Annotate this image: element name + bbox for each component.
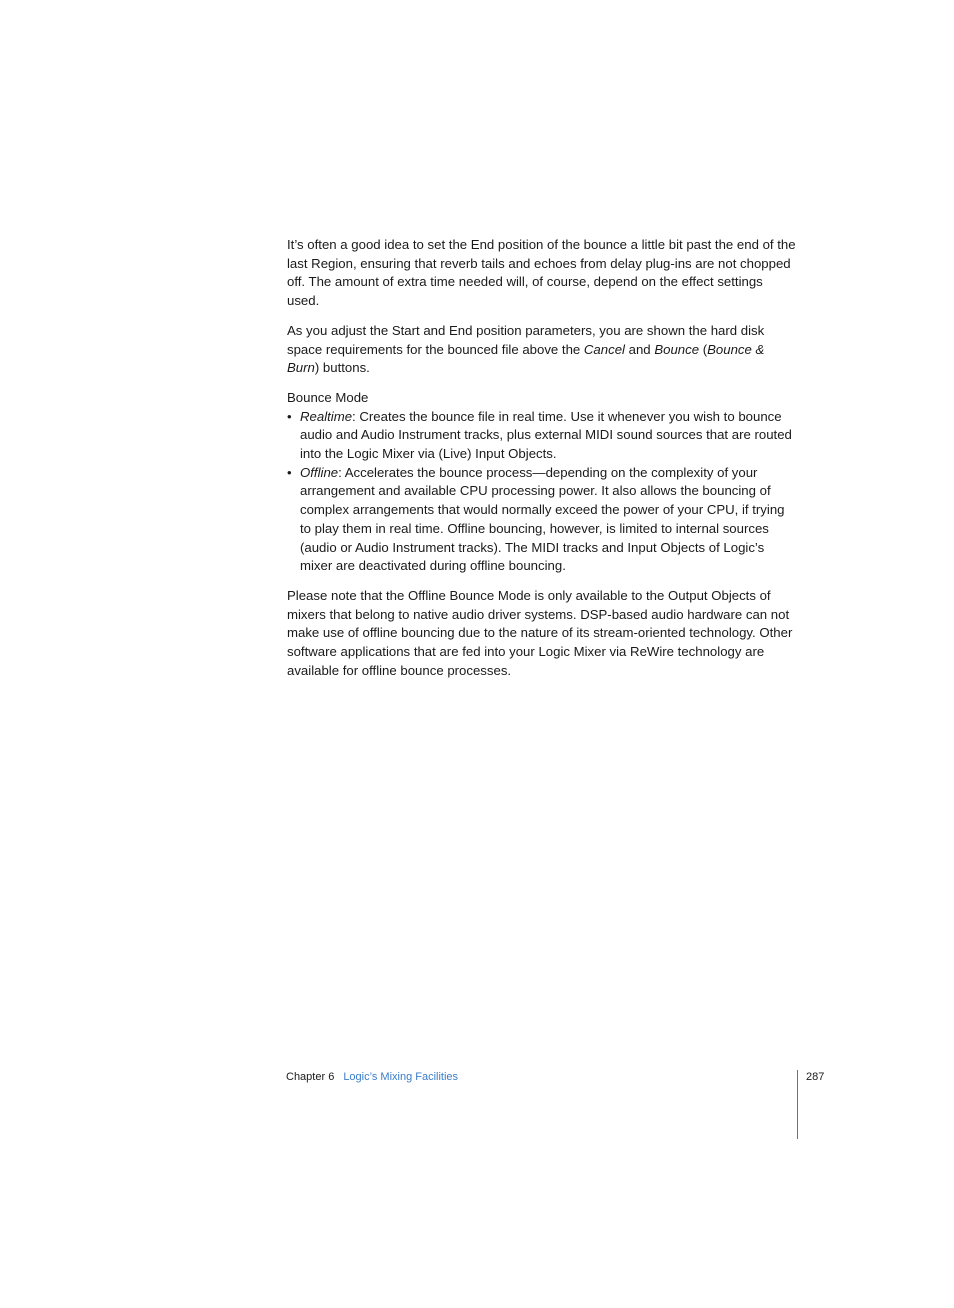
chapter-label: Chapter 6 <box>286 1071 335 1083</box>
bullet-icon: • <box>287 464 292 480</box>
bounce-burn-term: Bounce & Burn <box>287 341 765 376</box>
bullet-icon: • <box>287 408 292 424</box>
footer-divider <box>797 1070 798 1139</box>
term-realtime: Realtime <box>300 408 353 424</box>
paragraph-disk-space <box>287 322 797 378</box>
list-item-offline <box>287 464 797 576</box>
paragraph-text: ( <box>699 341 708 357</box>
paragraph-offline-note: Please note that the Offline Bounce Mode is only available to the Output Objects of mixers that belong to native audio driver systems. DSP-based audio hardware can not make use of offline bouncing due to the nature of its stream-oriented technology. Other software applications that are fed into your Logic Mixer via ReWire technology are available for offline bounce processes. <box>287 587 793 678</box>
page-number: 287 <box>806 1071 825 1083</box>
item-description: : Accelerates the bounce process—depending on the complexity of your arrangement and available CPU processing power. It also allows the bouncing of complex arrangements that would normally exceed the power of your CPU, if trying to play them in real time. Offline bouncing, however, is limited to internal sources (audio or Audio Instrument tracks). The MIDI tracks and Input Objects of Logic’s mixer are deactivated during offline bouncing. <box>300 464 785 574</box>
page-body <box>287 236 797 691</box>
paragraph-text: and <box>624 341 655 357</box>
chapter-title-link[interactable]: Logic’s Mixing Facilities <box>343 1071 459 1083</box>
item-description: : Creates the bounce file in real time. Use it whenever you wish to bounce audio and Audio Instrument tracks, plus external MIDI sound sources that are routed into the Logic Mixer via (Live) Input Objects. <box>300 408 792 462</box>
paragraph-text: As you adjust the Start and End position parameters, you are shown the hard disk space requirements for the bounced file above the <box>287 322 765 357</box>
page-footer <box>286 1070 458 1084</box>
term-offline: Offline <box>300 464 339 480</box>
bounce-mode-list <box>287 408 797 576</box>
section-heading-bounce-mode: Bounce Mode <box>287 389 369 405</box>
bounce-term: Bounce <box>654 341 700 357</box>
paragraph-end-position: It’s often a good idea to set the End position of the bounce a little bit past the end of the last Region, ensuring that reverb tails and echoes from delay plug-ins are not chopped off. The amount of extra time needed will, of course, depend on the effect settings used. <box>287 237 796 309</box>
paragraph-text: ) buttons. <box>314 360 370 376</box>
list-item-realtime <box>287 408 797 464</box>
cancel-term: Cancel <box>583 341 625 357</box>
